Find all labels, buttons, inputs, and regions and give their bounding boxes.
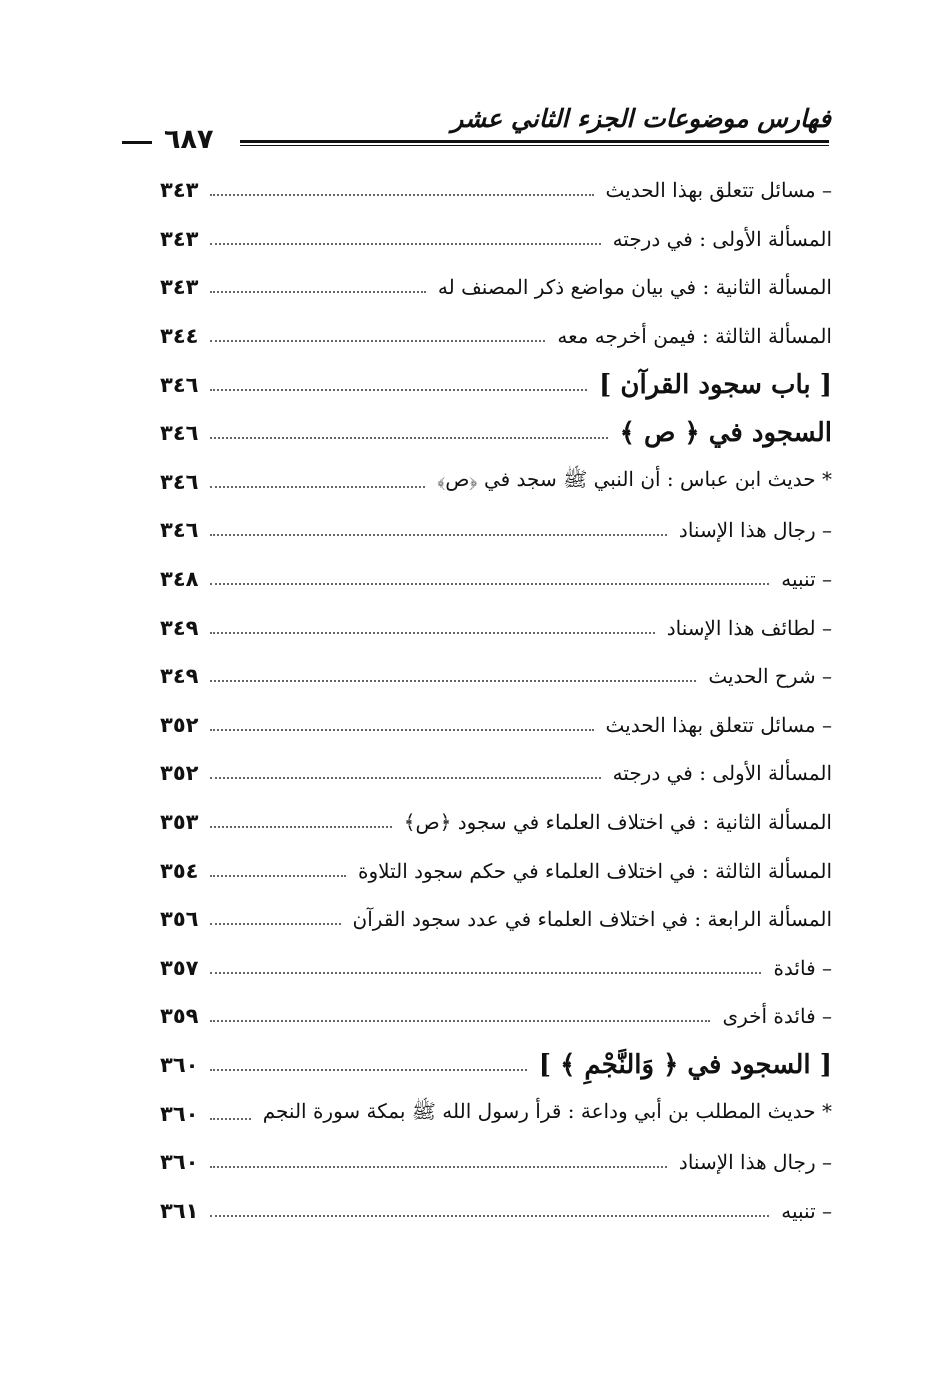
toc-page-number: ٣٥٩ <box>160 1004 199 1029</box>
toc-entry-text: المسألة الثانية : في اختلاف العلماء في سجود ﴿ص﴾ <box>403 810 832 835</box>
toc-page-number: ٣٥٦ <box>160 907 199 932</box>
toc-row <box>160 846 832 895</box>
toc-row <box>160 603 832 652</box>
toc-row <box>160 1089 832 1138</box>
toc-entry-text: – رجال هذا الإسناد <box>678 1150 832 1175</box>
toc-row <box>160 1138 832 1187</box>
toc-row <box>160 992 832 1041</box>
dot-leader <box>210 680 696 682</box>
toc-page-number: ٣٤٤ <box>160 324 199 349</box>
page-number: ٦٨٧ <box>164 124 214 155</box>
toc-page-number: ٣٥٤ <box>160 858 199 883</box>
toc-row <box>160 1186 832 1235</box>
dot-leader <box>210 194 594 196</box>
toc-row <box>160 506 832 555</box>
toc-row <box>160 555 832 604</box>
toc-page-number: ٣٤٩ <box>160 615 199 640</box>
toc-page-number: ٣٥٢ <box>160 712 199 737</box>
toc-row <box>160 263 832 312</box>
table-of-contents <box>160 166 832 1235</box>
dot-leader <box>210 923 341 925</box>
dot-leader <box>210 1069 527 1071</box>
toc-row <box>160 360 832 409</box>
toc-page-number: ٣٤٩ <box>160 664 199 689</box>
toc-row <box>160 1041 832 1090</box>
toc-entry-text: المسألة الثالثة : فيمن أخرجه معه <box>557 324 832 349</box>
toc-entry-text: المسألة الرابعة : في اختلاف العلماء في عدد سجود القرآن <box>352 907 832 932</box>
toc-section-heading: [ باب سجود القرآن ] <box>599 369 832 400</box>
toc-row <box>160 701 832 750</box>
toc-row <box>160 409 832 458</box>
toc-entry-text: – تنبيه <box>781 1198 832 1223</box>
header-dash <box>122 141 152 144</box>
header-rule <box>240 140 829 146</box>
toc-entry-text: * حديث ابن عباس : أن النبي ﷺ سجد في ﴿ص﴾ <box>436 467 832 492</box>
dot-leader <box>210 826 392 828</box>
toc-entry-text: – فائدة <box>773 955 832 980</box>
toc-page-number: ٣٤٨ <box>160 567 199 592</box>
dot-leader <box>210 1118 251 1120</box>
toc-page-number: ٣٤٣ <box>160 226 199 251</box>
toc-row <box>160 749 832 798</box>
dot-leader <box>210 534 667 536</box>
toc-page-number: ٣٤٦ <box>160 518 199 543</box>
dot-leader <box>210 1166 667 1168</box>
toc-page-number: ٣٤٦ <box>160 421 199 446</box>
toc-entry-text: المسألة الأولى : في درجته <box>612 761 832 786</box>
toc-page-number: ٣٤٣ <box>160 178 199 203</box>
toc-page-number: ٣٦٠ <box>160 1052 199 1077</box>
dot-leader <box>210 777 601 779</box>
toc-row <box>160 652 832 701</box>
toc-entry-text: المسألة الثالثة : في اختلاف العلماء في حكم سجود التلاوة <box>358 858 832 883</box>
dot-leader <box>210 1215 769 1217</box>
toc-entry-text: – فائدة أخرى <box>722 1004 832 1029</box>
toc-entry-text: – شرح الحديث <box>708 664 832 689</box>
toc-section-heading: [ السجود في ﴿ وَالنَّجْمِ ﴾ ] <box>538 1049 832 1080</box>
toc-section-heading: السجود في ﴿ ص ﴾ <box>619 418 832 449</box>
toc-row <box>160 312 832 361</box>
dot-leader <box>210 875 346 877</box>
toc-entry-text: * حديث المطلب بن أبي وداعة : قرأ رسول الله ﷺ بمكة سورة النجم <box>262 1099 832 1124</box>
toc-entry-text: – تنبيه <box>781 567 832 592</box>
dot-leader <box>210 243 601 245</box>
toc-entry-text: – مسائل تتعلق بهذا الحديث <box>605 178 832 203</box>
toc-row <box>160 215 832 264</box>
toc-page-number: ٣٤٦ <box>160 372 199 397</box>
dot-leader <box>210 972 761 974</box>
toc-page-number: ٣٥٧ <box>160 955 199 980</box>
toc-page-number: ٣٦١ <box>160 1198 199 1223</box>
toc-row <box>160 895 832 944</box>
toc-page-number: ٣٦٠ <box>160 1150 199 1175</box>
toc-row <box>160 166 832 215</box>
toc-page-number: ٣٤٦ <box>160 469 199 494</box>
toc-row <box>160 458 832 507</box>
toc-entry-text: – مسائل تتعلق بهذا الحديث <box>605 712 832 737</box>
running-header-title: فهارس موضوعات الجزء الثاني عشر <box>451 104 831 133</box>
dot-leader <box>210 340 545 342</box>
toc-page-number: ٣٥٣ <box>160 810 199 835</box>
dot-leader <box>210 729 594 731</box>
toc-entry-text: المسألة الثانية : في بيان مواضع ذكر المصنف له <box>437 275 832 300</box>
toc-page-number: ٣٥٢ <box>160 761 199 786</box>
dot-leader <box>210 291 426 293</box>
dot-leader <box>210 583 769 585</box>
toc-row <box>160 944 832 993</box>
dot-leader <box>210 1020 710 1022</box>
toc-row <box>160 798 832 847</box>
dot-leader <box>210 486 425 488</box>
dot-leader <box>210 437 608 439</box>
dot-leader <box>210 632 655 634</box>
toc-entry-text: – رجال هذا الإسناد <box>678 518 832 543</box>
toc-page-number: ٣٦٠ <box>160 1101 199 1126</box>
toc-entry-text: المسألة الأولى : في درجته <box>612 226 832 251</box>
dot-leader <box>210 389 587 391</box>
toc-entry-text: – لطائف هذا الإسناد <box>666 615 832 640</box>
toc-page-number: ٣٤٣ <box>160 275 199 300</box>
